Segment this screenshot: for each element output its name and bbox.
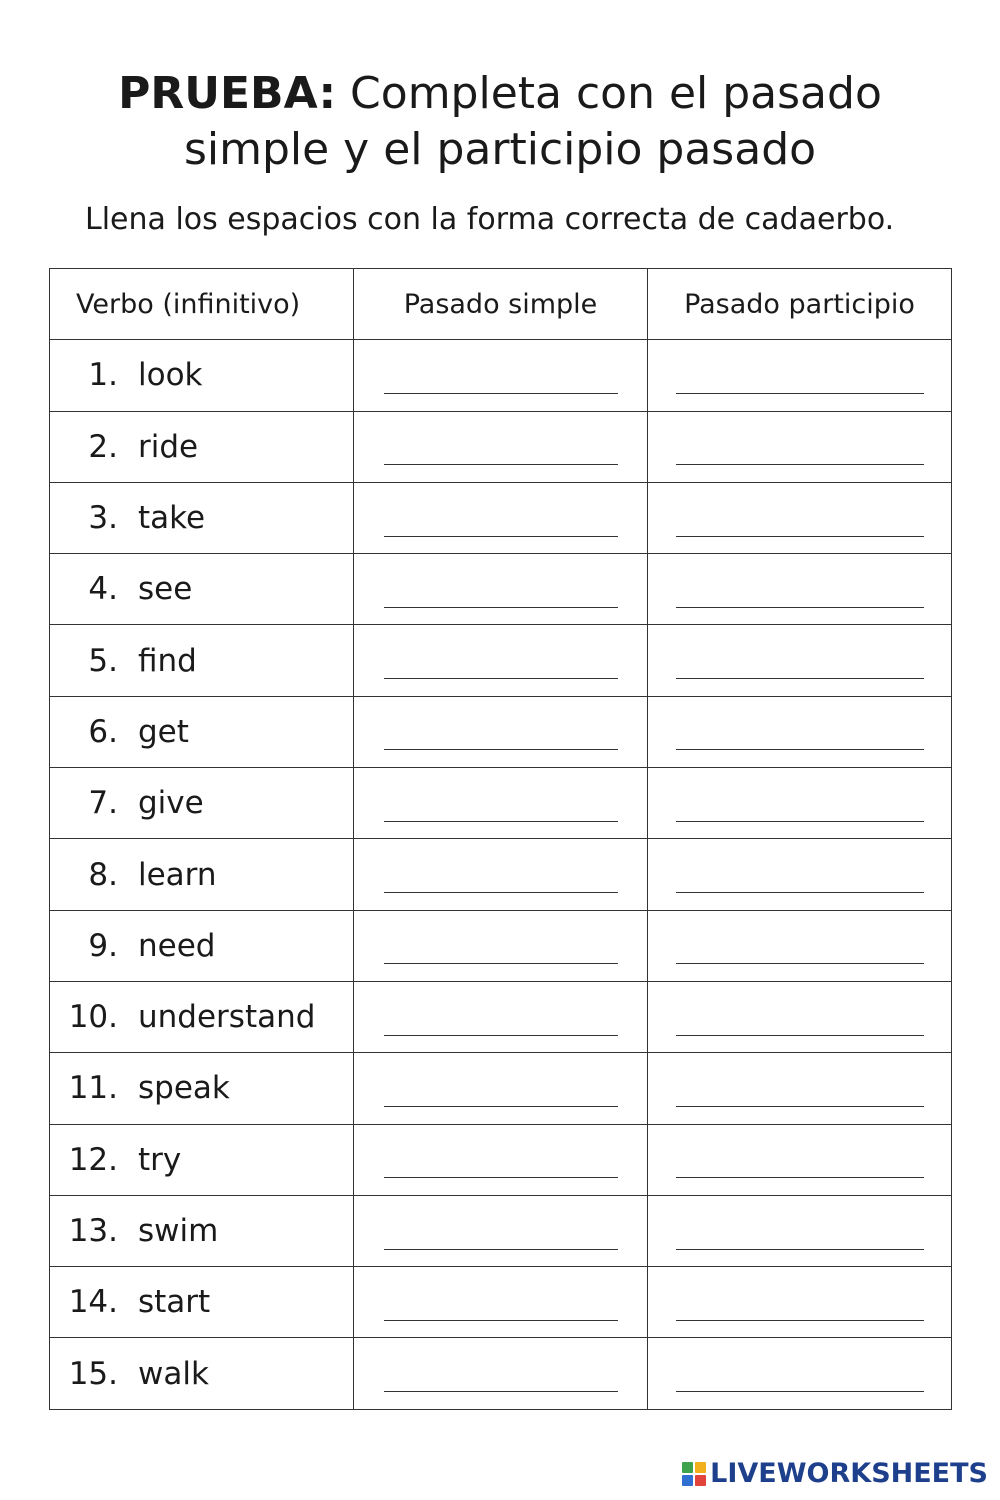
past-participle-blank[interactable] [676, 821, 924, 822]
item-number: 10. [68, 999, 118, 1036]
verb-cell [50, 1267, 354, 1338]
table-row [50, 768, 952, 839]
past-simple-cell [354, 482, 648, 553]
past-participle-blank[interactable] [676, 1320, 924, 1321]
verb-infinitive: get [138, 713, 189, 750]
past-participle-blank[interactable] [676, 749, 924, 750]
past-simple-cell [354, 1053, 648, 1124]
past-participle-cell [648, 1267, 952, 1338]
table-row [50, 340, 952, 411]
past-participle-blank[interactable] [676, 963, 924, 964]
item-number: 4. [88, 571, 118, 608]
past-simple-blank[interactable] [384, 1106, 618, 1107]
past-simple-cell [354, 1338, 648, 1409]
item-number: 5. [88, 642, 118, 679]
table-row [50, 839, 952, 910]
past-simple-cell [354, 768, 648, 839]
verb-infinitive: start [138, 1284, 211, 1321]
past-participle-blank[interactable] [676, 607, 924, 608]
past-participle-blank[interactable] [676, 1177, 924, 1178]
title-text: Completa con el pasado [350, 68, 882, 119]
past-participle-cell [648, 839, 952, 910]
item-number: 8. [88, 856, 118, 893]
verb-infinitive: understand [138, 999, 316, 1036]
column-header-past-simple: Pasado simple [354, 269, 648, 340]
past-participle-cell [648, 981, 952, 1052]
verb-cell [50, 1124, 354, 1195]
past-simple-blank[interactable] [384, 464, 618, 465]
verb-cell [50, 554, 354, 625]
verb-infinitive: give [138, 785, 204, 822]
verb-cell [50, 411, 354, 482]
past-simple-blank[interactable] [384, 393, 618, 394]
past-simple-blank[interactable] [384, 536, 618, 537]
verb-infinitive: see [138, 571, 193, 608]
verb-cell [50, 1053, 354, 1124]
item-number: 9. [88, 927, 118, 964]
table-row [50, 696, 952, 767]
table-row [50, 1267, 952, 1338]
table-header-row [50, 269, 952, 340]
past-simple-blank[interactable] [384, 678, 618, 679]
past-participle-cell [648, 554, 952, 625]
verb-infinitive: ride [138, 428, 199, 465]
past-simple-blank[interactable] [384, 892, 618, 893]
table-row [50, 554, 952, 625]
verb-infinitive: swim [138, 1213, 219, 1249]
past-simple-cell [354, 411, 648, 482]
table-row [50, 625, 952, 696]
past-participle-blank[interactable] [676, 892, 924, 893]
verb-cell [50, 625, 354, 696]
past-participle-cell [648, 1124, 952, 1195]
past-participle-blank[interactable] [676, 1391, 924, 1392]
title-label: PRUEBA: [118, 68, 337, 119]
past-simple-cell [354, 340, 648, 411]
past-participle-cell [648, 910, 952, 981]
table-row [50, 910, 952, 981]
past-participle-cell [648, 1195, 952, 1266]
column-header-infinitive: Verbo (infinitivo) [50, 269, 354, 340]
past-simple-cell [354, 1195, 648, 1266]
past-participle-cell [648, 340, 952, 411]
past-participle-cell [648, 411, 952, 482]
past-participle-cell [648, 625, 952, 696]
item-number: 2. [88, 428, 118, 465]
verb-cell [50, 981, 354, 1052]
item-number: 3. [88, 500, 118, 537]
table-row [50, 1124, 952, 1195]
item-number: 14. [68, 1284, 118, 1321]
verb-cell [50, 839, 354, 910]
past-simple-blank[interactable] [384, 1177, 618, 1178]
item-number: 1. [88, 357, 118, 394]
past-participle-cell [648, 1338, 952, 1409]
past-simple-blank[interactable] [384, 821, 618, 822]
past-participle-blank[interactable] [676, 678, 924, 679]
past-simple-blank[interactable] [384, 749, 618, 750]
past-simple-blank[interactable] [384, 607, 618, 608]
verb-cell [50, 482, 354, 553]
past-simple-cell [354, 554, 648, 625]
past-simple-cell [354, 910, 648, 981]
verb-infinitive: walk [138, 1355, 209, 1392]
verb-cell [50, 696, 354, 767]
column-header-past-participle: Pasado participio [648, 269, 952, 340]
item-number: 13. [68, 1213, 118, 1249]
past-simple-cell [354, 1124, 648, 1195]
table-row [50, 981, 952, 1052]
verb-infinitive: find [138, 642, 197, 679]
table-row [50, 482, 952, 553]
past-simple-blank[interactable] [384, 1035, 618, 1036]
title-line-2: simple y el participio pasado [183, 124, 817, 175]
table-row [50, 1338, 952, 1409]
item-number: 6. [88, 713, 118, 750]
liveworksheets-logo [682, 1458, 988, 1489]
item-number: 15. [68, 1355, 118, 1392]
verb-cell [50, 910, 354, 981]
item-number: 11. [68, 1070, 118, 1107]
verb-cell [50, 1195, 354, 1266]
past-simple-cell [354, 839, 648, 910]
item-number: 12. [68, 1141, 118, 1178]
verb-cell [50, 340, 354, 411]
verb-infinitive: take [138, 500, 206, 537]
table-row [50, 1053, 952, 1124]
verb-infinitive: look [138, 357, 203, 394]
past-simple-cell [354, 696, 648, 767]
liveworksheets-logo-icon [682, 1462, 706, 1486]
past-participle-blank[interactable] [676, 393, 924, 394]
worksheet-title [0, 66, 1000, 178]
past-simple-cell [354, 625, 648, 696]
past-participle-blank[interactable] [676, 464, 924, 465]
verb-table [49, 268, 952, 1410]
past-participle-blank[interactable] [676, 536, 924, 537]
past-participle-cell [648, 696, 952, 767]
past-participle-blank[interactable] [676, 1249, 924, 1250]
verb-infinitive: try [138, 1141, 182, 1178]
past-participle-blank[interactable] [676, 1035, 924, 1036]
table-row [50, 1195, 952, 1266]
verb-infinitive: speak [138, 1070, 230, 1107]
past-simple-blank[interactable] [384, 1391, 618, 1392]
verb-cell [50, 768, 354, 839]
verb-infinitive: need [138, 927, 216, 964]
past-simple-cell [354, 1267, 648, 1338]
past-participle-cell [648, 1053, 952, 1124]
past-simple-blank[interactable] [384, 1249, 618, 1250]
table-row [50, 411, 952, 482]
past-simple-cell [354, 981, 648, 1052]
verb-infinitive: learn [138, 856, 217, 893]
past-simple-blank[interactable] [384, 1320, 618, 1321]
brand-name: LIVEWORKSHEETS [710, 1458, 988, 1489]
past-participle-cell [648, 482, 952, 553]
past-participle-cell [648, 768, 952, 839]
item-number: 7. [88, 785, 118, 822]
verb-cell [50, 1338, 354, 1409]
past-simple-blank[interactable] [384, 963, 618, 964]
past-participle-blank[interactable] [676, 1106, 924, 1107]
instructions: Llena los espacios con la forma correcta de cadaerbo. [85, 202, 895, 237]
